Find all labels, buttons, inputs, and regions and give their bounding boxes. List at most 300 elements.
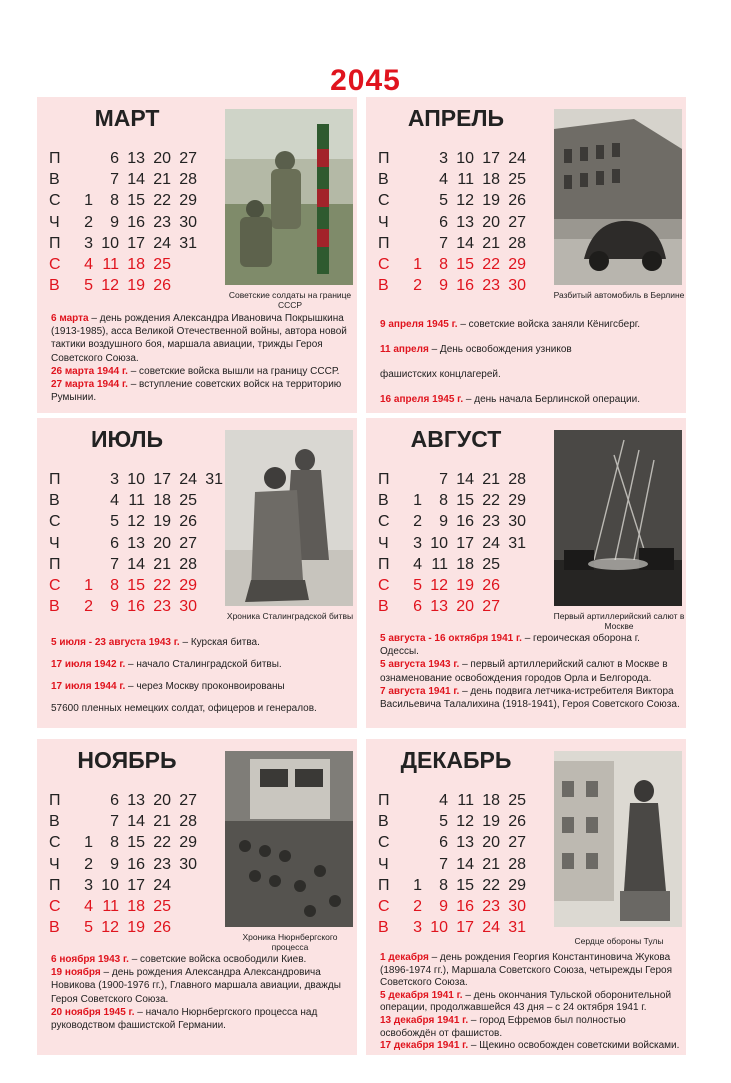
day-number: 26 <box>508 192 526 210</box>
day-number: 25 <box>508 792 526 809</box>
day-number: 7 <box>439 471 448 488</box>
day-number: 2 <box>413 277 422 295</box>
day-number: 23 <box>482 897 500 915</box>
event-date: 17 июля 1944 г. <box>51 681 126 692</box>
day-number: 11 <box>431 555 448 573</box>
event-item <box>380 312 680 337</box>
day-number: 8 <box>110 192 119 210</box>
day-number: 27 <box>508 834 526 852</box>
day-number: 7 <box>110 171 119 189</box>
event-text: фашистских концлагерей. <box>380 369 501 380</box>
event-item <box>51 966 351 1006</box>
day-number: 18 <box>127 897 145 915</box>
day-number: 19 <box>482 192 500 210</box>
day-number: 4 <box>84 897 93 915</box>
day-number: 10 <box>101 876 119 894</box>
day-number: 16 <box>127 855 145 873</box>
day-number: 20 <box>153 150 171 167</box>
event-text: – день рождения Александра Ивановича Покрышкина (1913-1985), асса Великой Отечественной войны, автора новой тактики воздушного боя, маршала авиации, трижды Героя Советского Союза. <box>51 313 347 364</box>
photo-broken-car-berlin <box>554 109 682 285</box>
day-number: 13 <box>456 834 474 852</box>
day-number: 27 <box>179 792 197 809</box>
event-item <box>380 1015 680 1040</box>
day-number: 13 <box>430 598 448 616</box>
day-number: 29 <box>179 576 197 594</box>
day-number: 20 <box>482 834 500 852</box>
day-number: 21 <box>482 471 500 488</box>
month-panel-november <box>37 739 357 1055</box>
day-number: 4 <box>413 555 422 573</box>
day-number: 16 <box>127 598 145 616</box>
day-number: 14 <box>127 813 145 831</box>
weekday-label: Ч <box>378 855 389 873</box>
day-number: 19 <box>456 576 474 594</box>
day-number: 12 <box>456 813 474 831</box>
event-item <box>380 952 680 990</box>
event-item <box>380 632 680 658</box>
day-number: 6 <box>110 534 119 552</box>
event-date: 17 декабря 1941 г. <box>380 1040 469 1052</box>
weekday-label: С <box>49 255 61 273</box>
day-number: 31 <box>205 471 223 488</box>
day-number: 11 <box>102 255 119 273</box>
weekday-label: Ч <box>49 855 60 873</box>
day-number: 3 <box>84 234 93 252</box>
day-number: 21 <box>482 234 500 252</box>
day-number: 4 <box>439 792 448 809</box>
day-number: 25 <box>508 171 526 189</box>
event-item <box>380 990 680 1015</box>
day-number: 25 <box>153 255 171 273</box>
day-number: 26 <box>153 919 171 937</box>
events-list <box>51 312 351 404</box>
event-text: – День освобождения узников <box>428 344 572 355</box>
month-title: АВГУСТ <box>410 426 502 452</box>
event-text: 57600 пленных немецких солдат, офицеров и генералов. <box>51 703 317 714</box>
event-date: 16 апреля 1945 г. <box>380 394 464 405</box>
day-number: 12 <box>430 576 448 594</box>
day-number: 5 <box>110 513 119 531</box>
month-panel-april <box>366 97 686 413</box>
day-number: 29 <box>179 192 197 210</box>
day-number: 14 <box>127 555 145 573</box>
photo-moscow-salute <box>554 430 682 606</box>
day-number: 17 <box>482 150 500 167</box>
weekday-label: С <box>49 576 61 594</box>
weekday-label: П <box>378 471 390 488</box>
day-number: 24 <box>153 234 171 252</box>
day-number: 11 <box>128 492 145 510</box>
event-text: – вступление советских войск на территорию Румынии. <box>51 379 342 404</box>
weekday-label: С <box>378 255 390 273</box>
day-number: 27 <box>179 150 197 167</box>
weekday-label: П <box>378 555 390 573</box>
day-number: 10 <box>456 150 474 167</box>
day-number: 22 <box>153 576 171 594</box>
day-number: 15 <box>456 255 474 273</box>
day-number: 5 <box>84 277 93 295</box>
day-number: 17 <box>127 876 145 894</box>
day-number: 23 <box>153 598 171 616</box>
day-number: 31 <box>508 919 526 937</box>
day-number: 16 <box>456 277 474 295</box>
event-date: 13 декабря 1941 г. <box>380 1014 469 1026</box>
event-date: 6 марта <box>51 313 89 324</box>
photo-caption: Первый артиллерийский салют в Москве <box>553 611 685 631</box>
event-text: – день подвига летчика-истребителя Виктора Васильевича Талалихина (1918-1941), Героя Советского Союза. <box>380 685 680 711</box>
day-number: 8 <box>439 492 448 510</box>
weekday-label: П <box>49 876 61 894</box>
day-number: 5 <box>439 813 448 831</box>
day-number: 26 <box>153 277 171 295</box>
day-number: 9 <box>110 213 119 231</box>
day-number: 15 <box>127 192 145 210</box>
event-date: 9 апреля 1945 г. <box>380 319 458 330</box>
day-number: 6 <box>439 213 448 231</box>
day-number: 14 <box>456 234 474 252</box>
event-item <box>51 365 351 378</box>
weekday-label: П <box>49 555 61 573</box>
day-number: 1 <box>413 492 422 510</box>
day-number: 29 <box>508 492 526 510</box>
event-item <box>380 658 680 684</box>
day-number: 24 <box>153 876 171 894</box>
event-text: – советские войска вышли на границу СССР. <box>127 365 340 377</box>
day-number: 16 <box>456 897 474 915</box>
event-item <box>380 337 680 362</box>
weekday-label: С <box>378 897 390 915</box>
day-number: 2 <box>413 897 422 915</box>
day-number: 9 <box>439 897 448 915</box>
day-number: 16 <box>456 513 474 531</box>
day-number: 14 <box>127 171 145 189</box>
day-number: 14 <box>456 471 474 488</box>
day-number: 5 <box>439 192 448 210</box>
day-number: 28 <box>508 471 526 488</box>
photo-stalingrad <box>225 430 353 606</box>
day-number: 22 <box>482 876 500 894</box>
weekday-label: Ч <box>378 534 389 552</box>
day-number: 27 <box>508 213 526 231</box>
day-number: 18 <box>482 171 500 189</box>
day-number: 21 <box>153 555 171 573</box>
day-number: 7 <box>110 813 119 831</box>
day-number: 8 <box>439 255 448 273</box>
event-text: – советские войска освободили Киев. <box>128 954 307 965</box>
event-text: – первый артиллерийский салют в Москве в ознаменование освобождения городов Орла и Белгорода. <box>380 659 668 684</box>
event-text: – Курская битва. <box>179 637 260 648</box>
day-number: 22 <box>482 255 500 273</box>
event-item <box>51 676 351 698</box>
event-text: – день рождения Георгия Константиновича Жукова (1896-1974 гг.), Маршала Советского Союза, четырежды Героя Советского Союза. <box>380 952 673 989</box>
day-number: 30 <box>179 855 197 873</box>
day-number: 9 <box>439 277 448 295</box>
day-number: 6 <box>110 150 119 167</box>
day-number: 8 <box>110 834 119 852</box>
day-number: 4 <box>110 492 119 510</box>
event-date: 20 ноября 1945 г. <box>51 1006 135 1018</box>
day-number: 20 <box>153 792 171 809</box>
day-number: 4 <box>439 171 448 189</box>
day-number: 27 <box>179 534 197 552</box>
day-number: 3 <box>439 150 448 167</box>
day-number: 30 <box>179 598 197 616</box>
day-number: 1 <box>84 576 93 594</box>
day-number: 28 <box>179 555 197 573</box>
day-number: 30 <box>508 897 526 915</box>
day-number: 17 <box>127 234 145 252</box>
event-item <box>51 312 351 365</box>
weekday-label: В <box>49 492 60 510</box>
month-panel-march <box>37 97 357 413</box>
day-number: 18 <box>127 255 145 273</box>
weekday-label: П <box>378 876 390 894</box>
weekday-label: Ч <box>49 534 60 552</box>
weekday-label: С <box>378 513 390 531</box>
photo-nuremberg <box>225 751 353 927</box>
weekday-label: В <box>378 598 389 616</box>
day-number: 29 <box>508 255 526 273</box>
day-number: 7 <box>439 234 448 252</box>
weekday-label: С <box>49 834 61 852</box>
event-date: 19 ноября <box>51 967 101 979</box>
day-number: 12 <box>101 919 119 937</box>
day-number: 19 <box>127 277 145 295</box>
weekday-label: П <box>378 150 390 167</box>
day-number: 15 <box>127 576 145 594</box>
day-number: 15 <box>456 876 474 894</box>
day-number: 21 <box>153 171 171 189</box>
photo-tula-defense <box>554 751 682 927</box>
events-list <box>51 632 351 720</box>
event-item <box>380 685 680 711</box>
weekday-label: С <box>378 576 390 594</box>
day-number: 6 <box>110 792 119 809</box>
event-text: – город Ефремов был полностью освобождён от фашистов. <box>380 1014 626 1039</box>
day-number: 22 <box>482 492 500 510</box>
weekday-label: В <box>49 919 60 937</box>
day-number: 16 <box>127 213 145 231</box>
event-date: 26 марта 1944 г. <box>51 365 128 377</box>
event-date: 5 августа - 16 октября 1941 г. <box>380 633 522 644</box>
day-number: 7 <box>439 855 448 873</box>
weekday-label: В <box>378 919 389 937</box>
event-date: 5 декабря 1941 г. <box>380 989 463 1001</box>
day-number: 26 <box>179 513 197 531</box>
day-number: 28 <box>508 855 526 873</box>
day-number: 19 <box>153 513 171 531</box>
weekday-label: П <box>378 234 390 252</box>
year-title: 2045 <box>330 64 401 97</box>
day-number: 24 <box>482 534 500 552</box>
day-number: 25 <box>482 555 500 573</box>
day-number: 20 <box>456 598 474 616</box>
day-number: 28 <box>508 234 526 252</box>
weekday-label: В <box>378 813 389 831</box>
day-number: 17 <box>456 919 474 937</box>
day-number: 10 <box>101 234 119 252</box>
event-date: 17 июля 1942 г. <box>51 659 126 670</box>
day-number: 6 <box>439 834 448 852</box>
day-number: 31 <box>179 234 197 252</box>
day-number: 1 <box>413 876 422 894</box>
weekday-label: С <box>378 834 390 852</box>
day-number: 5 <box>84 919 93 937</box>
day-number: 26 <box>508 813 526 831</box>
weekday-label: С <box>49 897 61 915</box>
event-text: – начало Нюрнбергского процесса над руководством фашистской Германии. <box>51 1006 318 1032</box>
day-number: 18 <box>482 792 500 809</box>
day-number: 18 <box>456 555 474 573</box>
day-number: 1 <box>84 192 93 210</box>
day-number: 11 <box>457 171 474 189</box>
day-number: 3 <box>110 471 119 488</box>
day-number: 24 <box>482 919 500 937</box>
day-number: 19 <box>127 919 145 937</box>
day-number: 21 <box>153 813 171 831</box>
day-number: 6 <box>413 598 422 616</box>
day-number: 22 <box>153 192 171 210</box>
day-number: 18 <box>153 492 171 510</box>
event-text: – день окончания Тульской оборонительной операции, продолжавшейся 43 дня – с 24 октября 1941 г. <box>380 989 672 1014</box>
day-number: 13 <box>456 213 474 231</box>
month-panel-december <box>366 739 686 1055</box>
event-text: – через Москву проконвоированы <box>125 681 285 692</box>
events-list <box>380 952 680 1053</box>
day-number: 28 <box>179 813 197 831</box>
day-number: 2 <box>84 598 93 616</box>
day-number: 8 <box>439 876 448 894</box>
photo-caption: Разбитый автомобиль в Берлине <box>553 290 685 300</box>
day-number: 4 <box>84 255 93 273</box>
day-number: 19 <box>482 813 500 831</box>
day-number: 8 <box>110 576 119 594</box>
weekday-label: В <box>49 598 60 616</box>
day-number: 24 <box>179 471 197 488</box>
day-number: 20 <box>153 534 171 552</box>
event-item <box>51 654 351 676</box>
photo-soldiers-border <box>225 109 353 285</box>
event-date: 7 августа 1941 г. <box>380 685 460 697</box>
day-number: 2 <box>84 213 93 231</box>
event-date: 27 марта 1944 г. <box>51 379 128 391</box>
day-number: 25 <box>153 897 171 915</box>
weekday-label: С <box>49 192 61 210</box>
photo-caption: Хроника Сталинградской битвы <box>226 611 354 621</box>
day-number: 28 <box>179 171 197 189</box>
weekday-label: В <box>378 277 389 295</box>
event-text: – день рождения Александра Александровича Новикова (1900-1976 гг.), Главного маршала авиации, дважды Героя Советского Союза. <box>51 967 341 1005</box>
day-number: 12 <box>101 277 119 295</box>
day-number: 17 <box>456 534 474 552</box>
day-number: 12 <box>456 192 474 210</box>
event-item <box>380 387 680 412</box>
month-title: НОЯБРЬ <box>77 747 177 773</box>
event-text: – начало Сталинградской битвы. <box>125 659 282 670</box>
photo-caption: Сердце обороны Тулы <box>574 936 664 946</box>
event-item <box>51 698 351 720</box>
day-number: 17 <box>153 471 171 488</box>
event-date: 5 августа 1943 г. <box>380 659 460 671</box>
event-date: 6 ноября 1943 г. <box>51 954 129 965</box>
event-text: – Щекино освобожден советскими войсками. <box>468 1040 680 1052</box>
day-number: 9 <box>439 513 448 531</box>
photo-caption: Хроника Нюрнбергского процесса <box>242 932 338 952</box>
day-number: 23 <box>153 213 171 231</box>
day-number: 1 <box>413 255 422 273</box>
day-number: 21 <box>482 855 500 873</box>
day-number: 7 <box>110 555 119 573</box>
month-title: ИЮЛЬ <box>90 426 164 452</box>
day-number: 23 <box>482 277 500 295</box>
event-date: 1 декабря <box>380 952 429 963</box>
day-number: 11 <box>102 897 119 915</box>
month-title: АПРЕЛЬ <box>407 105 505 131</box>
day-number: 24 <box>508 150 526 167</box>
day-number: 23 <box>482 513 500 531</box>
day-number: 26 <box>482 576 500 594</box>
day-number: 10 <box>430 919 448 937</box>
day-number: 27 <box>482 598 500 616</box>
day-number: 10 <box>430 534 448 552</box>
weekday-label: П <box>49 234 61 252</box>
day-number: 10 <box>127 471 145 488</box>
month-panel-august <box>366 418 686 728</box>
day-number: 5 <box>413 576 422 594</box>
event-item <box>51 1006 351 1032</box>
day-number: 2 <box>84 855 93 873</box>
day-number: 9 <box>110 855 119 873</box>
event-item <box>380 362 680 387</box>
weekday-label: Ч <box>378 213 389 231</box>
day-number: 30 <box>508 277 526 295</box>
day-number: 29 <box>508 876 526 894</box>
day-number: 1 <box>84 834 93 852</box>
day-number: 3 <box>413 534 422 552</box>
weekday-label: П <box>49 471 61 488</box>
day-number: 15 <box>127 834 145 852</box>
day-number: 31 <box>508 534 526 552</box>
weekday-label: В <box>378 171 389 189</box>
photo-caption: Советские солдаты на границе СССР <box>228 290 352 310</box>
events-list <box>380 632 680 711</box>
day-number: 2 <box>413 513 422 531</box>
event-date: 5 июля - 23 августа 1943 г. <box>51 637 180 648</box>
day-number: 20 <box>482 213 500 231</box>
weekday-label: П <box>49 150 61 167</box>
day-number: 25 <box>179 492 197 510</box>
weekday-label: В <box>49 813 60 831</box>
day-number: 15 <box>456 492 474 510</box>
day-number: 13 <box>127 534 145 552</box>
event-text: – советские войска заняли Кёнигсберг. <box>457 319 640 330</box>
weekday-label: В <box>378 492 389 510</box>
month-panel-july <box>37 418 357 728</box>
weekday-label: П <box>49 792 61 809</box>
event-text: – день начала Берлинской операции. <box>463 394 640 405</box>
day-number: 22 <box>153 834 171 852</box>
weekday-label: В <box>49 277 60 295</box>
day-number: 9 <box>110 598 119 616</box>
day-number: 3 <box>413 919 422 937</box>
day-number: 30 <box>179 213 197 231</box>
day-number: 13 <box>127 150 145 167</box>
day-number: 30 <box>508 513 526 531</box>
month-title: ДЕКАБРЬ <box>400 747 512 773</box>
event-item <box>380 1040 680 1053</box>
day-number: 12 <box>127 513 145 531</box>
day-number: 3 <box>84 876 93 894</box>
